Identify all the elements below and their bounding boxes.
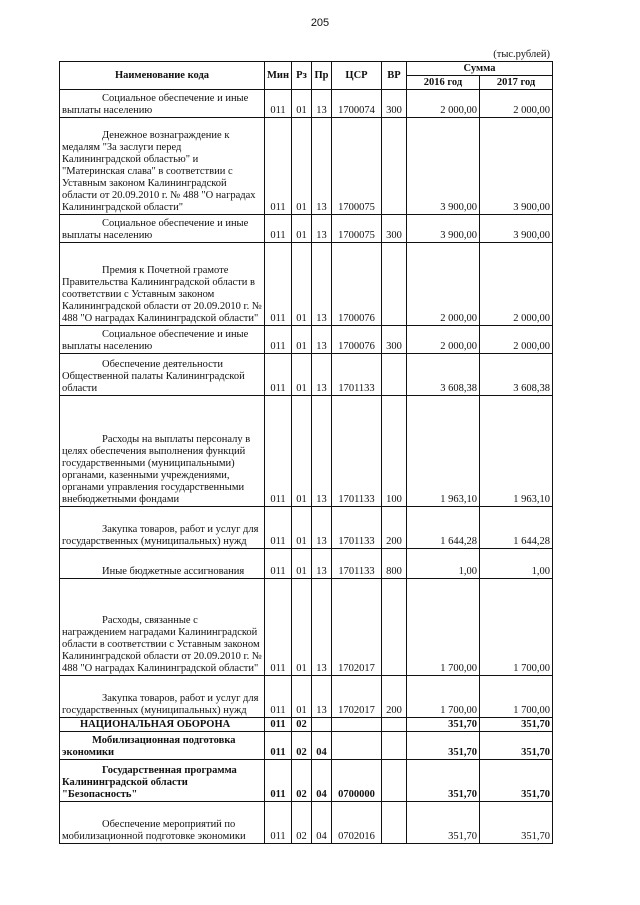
row-vr: 100 <box>382 396 407 507</box>
row-name: Денежное вознаграждение к медалям "За заслуги перед Калининградской областью" и "Материнская слава" в соответствии с Уставным законом Калининградской области от 20.09.2010 г. № 488 "О наградах Калининградской области" <box>62 130 256 213</box>
row-csr: 1702017 <box>332 676 382 718</box>
row-name: Государственная программа Калининградской области "Безопасность" <box>62 765 237 800</box>
row-vr: 200 <box>382 507 407 549</box>
table-row <box>60 90 553 118</box>
header-pr: Пр <box>312 62 332 90</box>
row-name: Обеспечение мероприятий по мобилизационной подготовке экономики <box>62 819 246 842</box>
row-sum-2017: 1 644,28 <box>480 507 553 549</box>
row-vr <box>382 579 407 676</box>
row-min: 011 <box>265 326 292 354</box>
row-vr <box>382 732 407 760</box>
row-pr: 04 <box>312 760 332 802</box>
table-row <box>60 507 553 549</box>
row-rz: 01 <box>292 507 312 549</box>
table-row <box>60 118 553 215</box>
row-vr <box>382 118 407 215</box>
row-sum-2016: 3 900,00 <box>407 118 480 215</box>
row-csr: 1700075 <box>332 215 382 243</box>
table-row <box>60 549 553 579</box>
row-sum-2017: 2 000,00 <box>480 243 553 326</box>
row-min: 011 <box>265 760 292 802</box>
row-sum-2016: 2 000,00 <box>407 90 480 118</box>
row-csr: 1701133 <box>332 549 382 579</box>
row-min: 011 <box>265 732 292 760</box>
row-rz: 01 <box>292 396 312 507</box>
row-sum-2016: 3 608,38 <box>407 354 480 396</box>
row-pr: 13 <box>312 549 332 579</box>
row-vr: 300 <box>382 90 407 118</box>
row-csr <box>332 718 382 732</box>
table-row <box>60 802 553 844</box>
row-name: Закупка товаров, работ и услуг для государственных (муниципальных) нужд <box>62 693 259 716</box>
row-sum-2017: 1,00 <box>480 549 553 579</box>
row-sum-2016: 1,00 <box>407 549 480 579</box>
row-name: Расходы, связанные с награждением наградами Калининградской области в соответствии с Уставным законом Калининградской области от 20.09.2010 г. № 488 "О наградах Калининградской области" <box>62 615 262 674</box>
row-sum-2016: 2 000,00 <box>407 243 480 326</box>
row-name: Социальное обеспечение и иные выплаты населению <box>62 218 249 241</box>
row-min: 011 <box>265 396 292 507</box>
row-rz: 02 <box>292 760 312 802</box>
row-min: 011 <box>265 579 292 676</box>
row-vr: 300 <box>382 326 407 354</box>
row-min: 011 <box>265 718 292 732</box>
row-vr: 200 <box>382 676 407 718</box>
table-row <box>60 718 553 732</box>
row-pr: 13 <box>312 354 332 396</box>
table-row <box>60 354 553 396</box>
row-csr: 1702017 <box>332 579 382 676</box>
header-sum: Сумма <box>407 62 553 76</box>
row-rz: 01 <box>292 90 312 118</box>
row-sum-2017: 2 000,00 <box>480 326 553 354</box>
row-min: 011 <box>265 676 292 718</box>
row-pr <box>312 718 332 732</box>
row-sum-2016: 1 644,28 <box>407 507 480 549</box>
row-sum-2016: 351,70 <box>407 732 480 760</box>
row-name: Закупка товаров, работ и услуг для государственных (муниципальных) нужд <box>62 524 259 547</box>
row-csr: 1701133 <box>332 354 382 396</box>
row-name: Социальное обеспечение и иные выплаты населению <box>62 93 249 116</box>
row-pr: 04 <box>312 732 332 760</box>
row-csr: 1700076 <box>332 243 382 326</box>
row-vr <box>382 354 407 396</box>
row-name: Премия к Почетной грамоте Правительства Калининградской области в соответствии с Уставным законом Калининградской области от 20.09.2010 г. № 488 "О наградах Калининградской области" <box>62 265 262 324</box>
header-csr: ЦСР <box>332 62 382 90</box>
row-sum-2016: 1 700,00 <box>407 676 480 718</box>
row-vr <box>382 718 407 732</box>
row-sum-2016: 3 900,00 <box>407 215 480 243</box>
row-name: Мобилизационная подготовка экономики <box>62 735 236 758</box>
header-name: Наименование кода <box>60 62 265 90</box>
row-pr: 13 <box>312 90 332 118</box>
row-sum-2016: 351,70 <box>407 718 480 732</box>
row-csr: 1700074 <box>332 90 382 118</box>
row-rz: 01 <box>292 118 312 215</box>
table-row <box>60 326 553 354</box>
row-rz: 01 <box>292 326 312 354</box>
row-sum-2016: 351,70 <box>407 802 480 844</box>
row-pr: 04 <box>312 802 332 844</box>
row-rz: 02 <box>292 802 312 844</box>
header-rz: Рз <box>292 62 312 90</box>
row-vr: 300 <box>382 215 407 243</box>
table-row <box>60 676 553 718</box>
row-min: 011 <box>265 243 292 326</box>
row-sum-2017: 1 963,10 <box>480 396 553 507</box>
row-sum-2016: 2 000,00 <box>407 326 480 354</box>
row-sum-2016: 1 963,10 <box>407 396 480 507</box>
row-sum-2016: 1 700,00 <box>407 579 480 676</box>
row-name: НАЦИОНАЛЬНАЯ ОБОРОНА <box>80 719 231 730</box>
row-sum-2017: 351,70 <box>480 760 553 802</box>
row-rz: 01 <box>292 215 312 243</box>
row-csr: 1700076 <box>332 326 382 354</box>
row-sum-2017: 351,70 <box>480 718 553 732</box>
row-sum-2017: 351,70 <box>480 732 553 760</box>
table-row <box>60 579 553 676</box>
row-pr: 13 <box>312 243 332 326</box>
row-vr <box>382 802 407 844</box>
row-csr <box>332 732 382 760</box>
row-csr: 0702016 <box>332 802 382 844</box>
table-row <box>60 732 553 760</box>
row-pr: 13 <box>312 396 332 507</box>
row-pr: 13 <box>312 579 332 676</box>
row-sum-2017: 3 608,38 <box>480 354 553 396</box>
table-row <box>60 243 553 326</box>
row-min: 011 <box>265 802 292 844</box>
row-rz: 01 <box>292 354 312 396</box>
header-row <box>60 62 553 76</box>
row-sum-2017: 351,70 <box>480 802 553 844</box>
header-2016: 2016 год <box>407 76 480 90</box>
row-name: Иные бюджетные ассигнования <box>102 566 245 577</box>
row-pr: 13 <box>312 676 332 718</box>
row-name: Обеспечение деятельности Общественной палаты Калининградской области <box>62 359 245 394</box>
row-pr: 13 <box>312 326 332 354</box>
row-rz: 02 <box>292 718 312 732</box>
row-name: Расходы на выплаты персоналу в целях обеспечения выполнения функций государственными (муниципальными) органами, казенными учреждениями, органами управления государственными внебюджетными фондами <box>62 434 251 505</box>
row-pr: 13 <box>312 507 332 549</box>
budget-table <box>59 61 553 844</box>
row-vr: 800 <box>382 549 407 579</box>
table-row <box>60 215 553 243</box>
row-sum-2017: 3 900,00 <box>480 215 553 243</box>
row-min: 011 <box>265 354 292 396</box>
row-csr: 1701133 <box>332 396 382 507</box>
row-rz: 02 <box>292 732 312 760</box>
table-row <box>60 396 553 507</box>
row-pr: 13 <box>312 215 332 243</box>
row-sum-2017: 3 900,00 <box>480 118 553 215</box>
row-min: 011 <box>265 118 292 215</box>
row-sum-2017: 2 000,00 <box>480 90 553 118</box>
row-csr: 0700000 <box>332 760 382 802</box>
row-min: 011 <box>265 90 292 118</box>
header-vr: ВР <box>382 62 407 90</box>
row-pr: 13 <box>312 118 332 215</box>
row-rz: 01 <box>292 579 312 676</box>
row-rz: 01 <box>292 243 312 326</box>
row-min: 011 <box>265 549 292 579</box>
units-label: (тыс.рублей) <box>493 49 550 60</box>
row-sum-2017: 1 700,00 <box>480 676 553 718</box>
row-sum-2016: 351,70 <box>407 760 480 802</box>
row-csr: 1701133 <box>332 507 382 549</box>
row-name: Социальное обеспечение и иные выплаты населению <box>62 329 249 352</box>
row-vr <box>382 243 407 326</box>
header-min: Мин <box>265 62 292 90</box>
row-vr <box>382 760 407 802</box>
row-rz: 01 <box>292 676 312 718</box>
row-csr: 1700075 <box>332 118 382 215</box>
header-2017: 2017 год <box>480 76 553 90</box>
table-row <box>60 760 553 802</box>
page-number: 205 <box>310 17 330 29</box>
row-min: 011 <box>265 215 292 243</box>
row-rz: 01 <box>292 549 312 579</box>
row-sum-2017: 1 700,00 <box>480 579 553 676</box>
row-min: 011 <box>265 507 292 549</box>
